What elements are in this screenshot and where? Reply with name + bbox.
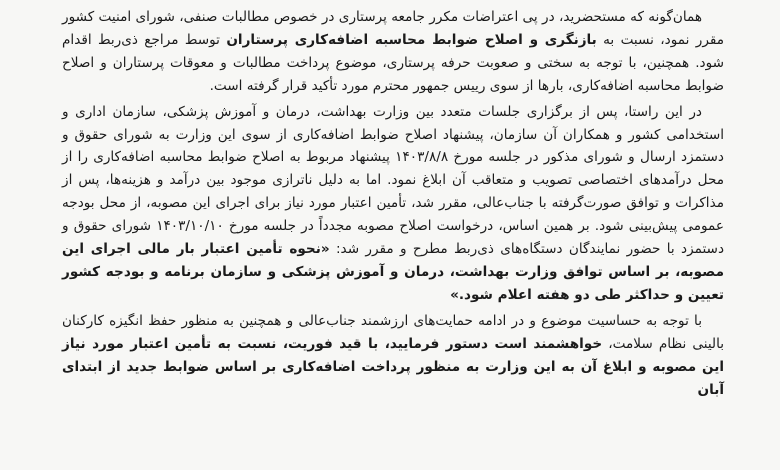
text-run-bold: بازنگری و اصلاح ضوابط محاسبه اضافه‌کاری پرستاران [226,31,597,48]
paragraph-3 [62,310,724,402]
text-run: همان‌گونه که مستحضرید، در پی اعتراضات مکرر جامعه پرستاری در خصوص مطالبات صنفی، شورای امنیت کشور مقرر نمود، نسبت به [62,9,724,48]
text-run: در این راستا، پس از برگزاری جلسات متعدد بین وزارت بهداشت، درمان و آموزش پزشکی، سازمان اداری و استخدامی کشور و همکاران آن سازمان، پیشنهاد اصلاح ضوابط اضافه‌کاری از سوی این وزارت به شورای حقوق و دستمزد ارسال و شورای مذکور در جلسه مورخ ۱۴۰۳/۸/۸ پیشنهاد مربوط به اصلاح ضوابط محاسبه اضافه‌کاری را از محل درآمدهای اختصاصی تصویب و متعاقب آن ابلاغ نمود. اما به دلیل ناترازی موجود بین درآمد و هزینه‌ها، پس از مذاکرات و توافق صورت‌گرفته با جناب‌عالی، مقرر شد، تأمین اعتبار مورد نیاز برای اجرای این مصوبه، از محل بودجه عمومی پیش‌بینی شود. بر همین اساس، درخواست اصلاح مصوبه مجدداً در جلسه مورخ ۱۴۰۳/۱۰/۱۰ شورای حقوق و دستمزد با حضور نمایندگان دستگاه‌های ذی‌ربط مطرح و مقرر شد: [62,103,724,258]
paragraph-1 [62,6,724,98]
text-run-bold: خواهشمند است دستور فرمایید، با قید فوریت، نسبت به تأمین اعتبار مورد نیاز این مصوبه و ابلاغ آن به این وزارت به منظور پرداخت اضافه‌کاری بر اساس ضوابط جدید از ابتدای آبان [62,335,724,398]
text-run: با توجه به حساسیت موضوع و در ادامه حمایت‌های ارزشمند جناب‌عالی و همچنین به منظور حفظ انگیزه کارکنان بالینی نظام سلامت، [62,312,724,352]
paragraph-2 [62,101,724,307]
text-run: توسط مراجع ذی‌ربط اقدام شود. همچنین، با توجه به سختی و صعوبت حرفه پرستاری، موضوع پرداخت مطالبات و معوقات پرستاران و اصلاح ضوابط محاسبه اضافه‌کاری، بارها از سوی رییس جمهور محترم مورد تأکید قرار گرفته است. [62,31,724,94]
text-run-bold: «نحوه تأمین اعتبار بار مالی اجرای این مصوبه، بر اساس توافق وزارت بهداشت، درمان و آموزش پزشکی و سازمان برنامه و بودجه کشور تعیین و حداکثر طی دو هفته اعلام شود.» [62,241,724,303]
